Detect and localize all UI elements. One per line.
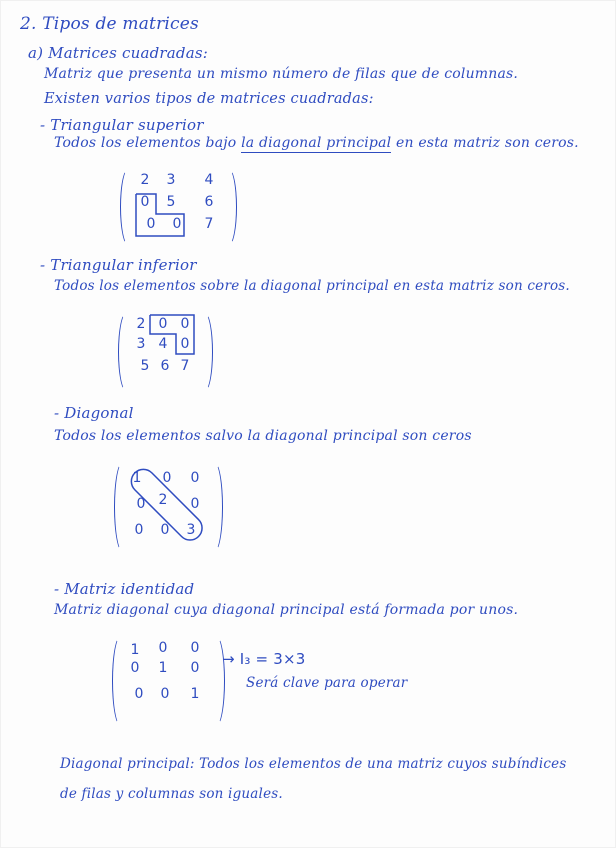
matrix-cell: 0 xyxy=(190,640,200,656)
matrix-cell: 5 xyxy=(166,194,176,210)
matrix-cell: 6 xyxy=(160,358,170,374)
upper-desc-before: Todos los elementos bajo xyxy=(54,135,237,151)
matrix-cell: 2 xyxy=(140,172,150,188)
matrix-cell: 0 xyxy=(190,496,200,512)
matrix-cell: 7 xyxy=(204,216,214,232)
matrix-cell: 2 xyxy=(158,492,168,508)
matrix-cell: 0 xyxy=(134,522,144,538)
section-a-definition: Matriz que presenta un mismo número de filas que de columnas. xyxy=(44,66,519,82)
matrix-cell: 0 xyxy=(190,470,200,486)
matrix-cell: 0 xyxy=(190,660,200,676)
matrix-cell: 1 xyxy=(132,470,142,486)
matrix-cell: 6 xyxy=(204,194,214,210)
matrix-cell: 0 xyxy=(158,316,168,332)
matrix-cell: 0 xyxy=(136,496,146,512)
matrix-cell: 0 xyxy=(160,686,170,702)
diagonal-matrix xyxy=(114,462,224,552)
matrix-cell: 3 xyxy=(136,336,146,352)
upper-desc-after: en esta matriz son ceros. xyxy=(395,135,579,151)
matrix-cell: 5 xyxy=(140,358,150,374)
matrix-cell: 0 xyxy=(140,194,150,210)
matrix-cell: 0 xyxy=(172,216,182,232)
matrix-cell: 3 xyxy=(166,172,176,188)
matrix-cell: 1 xyxy=(158,660,168,676)
identity-description: Matriz diagonal cuya diagonal principal está formada por unos. xyxy=(54,602,519,618)
identity-note: Será clave para operar xyxy=(246,675,408,691)
diagonal-definition-line1: Diagonal principal: Todos los elementos de una matriz cuyos subíndices xyxy=(60,756,567,772)
main-diagonal-outline xyxy=(114,462,224,552)
matrix-cell: 0 xyxy=(134,686,144,702)
matrix-cell: 0 xyxy=(160,522,170,538)
identity-matrix xyxy=(112,636,222,726)
section-a-title: a) Matrices cuadradas: xyxy=(28,44,209,62)
matrix-cell: 0 xyxy=(162,470,172,486)
matrix-cell: 1 xyxy=(190,686,200,702)
matrix-cell: 0 xyxy=(158,640,168,656)
zero-region-outline xyxy=(118,312,218,390)
identity-title: - Matriz identidad xyxy=(54,580,195,598)
matrix-cell: 0 xyxy=(146,216,156,232)
upper-description xyxy=(54,135,579,151)
diagonal-description: Todos los elementos salvo la diagonal principal son ceros xyxy=(54,428,472,444)
upper-desc-key: la diagonal principal xyxy=(241,135,392,151)
identity-notation: → I₃ = 3×3 xyxy=(222,650,306,668)
section-a-intro: Existen varios tipos de matrices cuadradas: xyxy=(44,91,374,107)
upper-title: - Triangular superior xyxy=(40,116,204,134)
diagonal-title: - Diagonal xyxy=(54,404,134,422)
matrix-cell: 0 xyxy=(130,660,140,676)
matrix-cell: 4 xyxy=(204,172,214,188)
upper-triangular-matrix xyxy=(120,168,240,246)
matrix-cell: 2 xyxy=(136,316,146,332)
matrix-cell: 0 xyxy=(180,336,190,352)
matrix-cell: 4 xyxy=(158,336,168,352)
matrix-cell: 3 xyxy=(186,522,196,538)
page-heading: 2. Tipos de matrices xyxy=(20,14,199,34)
matrix-cell: 0 xyxy=(180,316,190,332)
left-bracket xyxy=(112,636,129,726)
lower-title: - Triangular inferior xyxy=(40,256,197,274)
matrix-cell: 7 xyxy=(180,358,190,374)
lower-description: Todos los elementos sobre la diagonal principal en esta matriz son ceros. xyxy=(54,278,570,294)
lower-triangular-matrix xyxy=(118,312,218,390)
diagonal-definition-line2: de filas y columnas son iguales. xyxy=(60,786,283,802)
zero-region-outline xyxy=(120,168,240,246)
matrix-cell: 1 xyxy=(130,642,140,658)
